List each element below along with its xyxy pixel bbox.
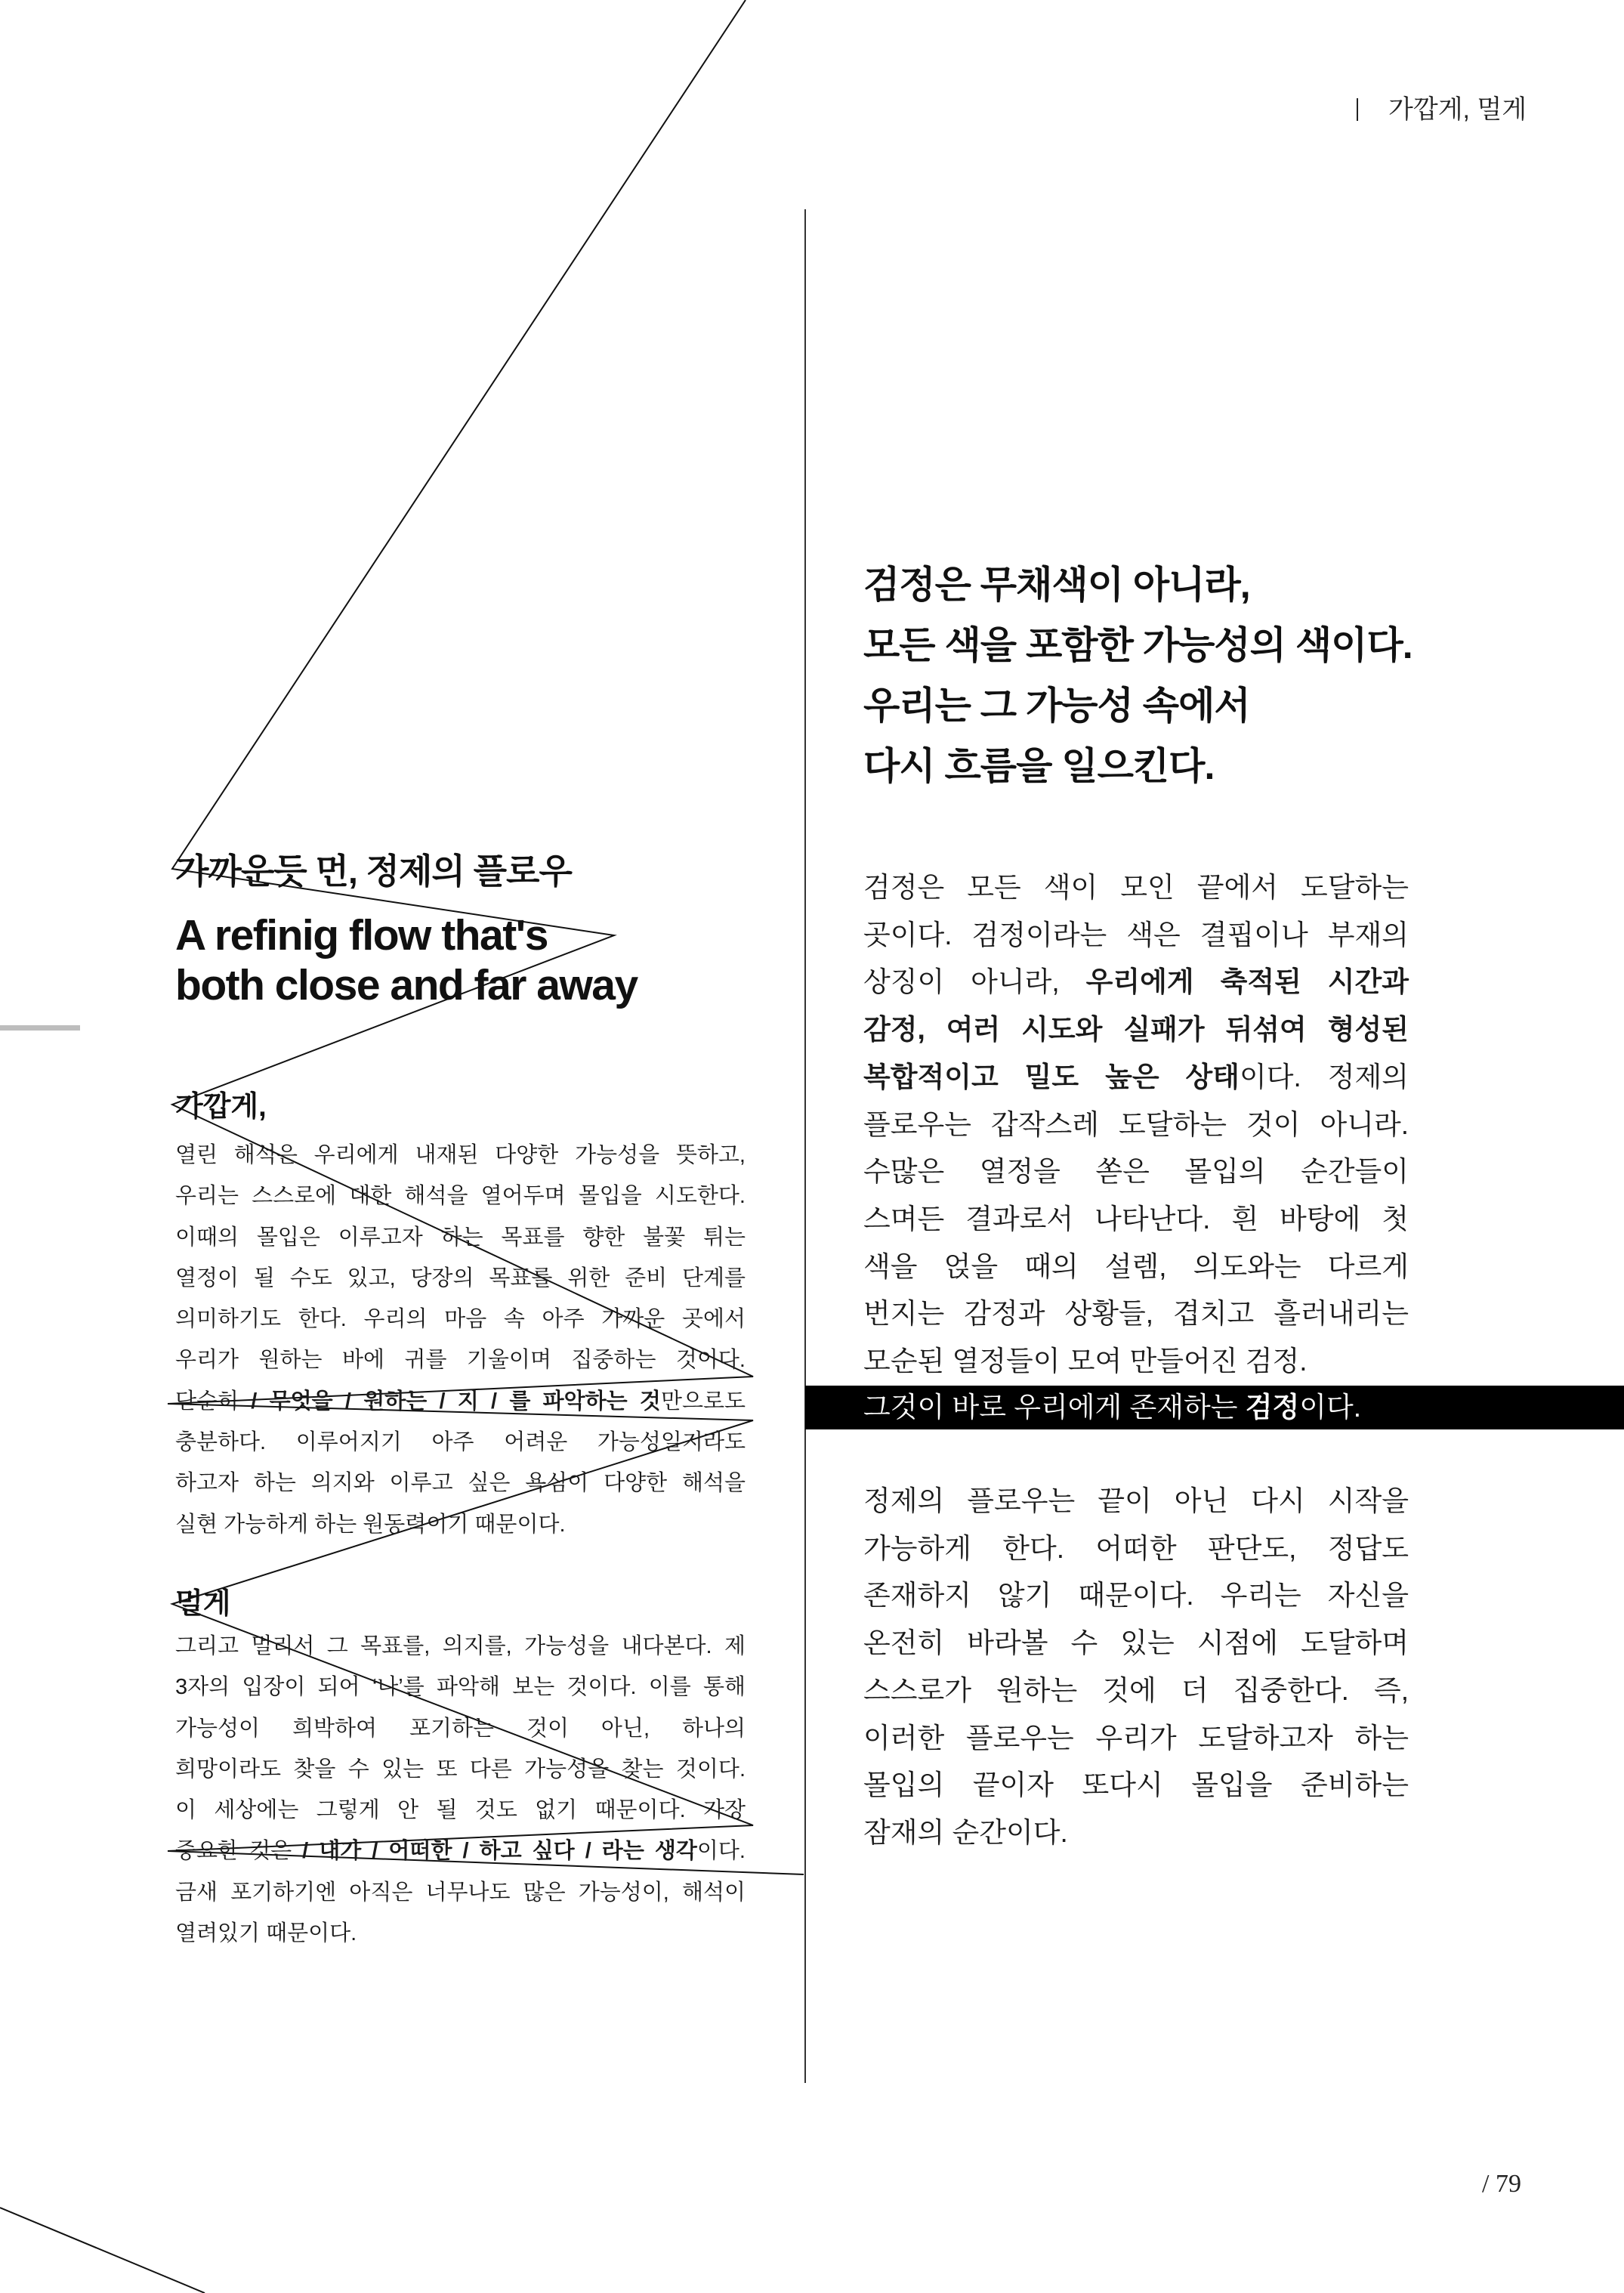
title-en-line: both close and far away — [175, 961, 638, 1009]
text-line: 하고자 하는 의지와 이루고 싶은 욕심이 다양한 해석을 — [175, 1471, 746, 1496]
text-line: 의미하기도 한다. 우리의 마음 속 아주 가까운 곳에서 — [175, 1307, 746, 1332]
article-title-english — [175, 910, 638, 1010]
page-number: / 79 — [1482, 2170, 1521, 2198]
running-header-text: 가깝게, 멀게 — [1388, 95, 1527, 124]
corner-diagonal-line — [0, 2208, 205, 2293]
text-segment: 만으로도 — [660, 1389, 746, 1414]
article-title-korean: 가까운듯 먼, 정제의 플로우 — [175, 851, 572, 891]
text-line: 희망이라도 찾을 수 있는 또 다른 가능성을 찾는 것이다. — [175, 1757, 746, 1782]
text-line: 몰입의 끝이자 또다시 몰입을 준비하는 — [863, 1769, 1409, 1801]
title-en-line: A refinig flow that's — [175, 911, 548, 960]
headline-line: 검정은 무채색이 아니라, — [863, 564, 1250, 606]
text-segment: 이다. — [1299, 1392, 1362, 1423]
text-line: 3자의 입장이 되어 ‘나’를 파악해 보는 것이다. 이를 통해 — [175, 1675, 746, 1700]
text-segment: 이다. — [696, 1839, 746, 1864]
text-line: 스스로가 원하는 것에 더 집중한다. 즉, — [863, 1674, 1409, 1706]
text-segment: 상징이 아니라, — [863, 966, 1086, 998]
headline-line: 모든 색을 포함한 가능성의 색이다. — [863, 624, 1413, 666]
highlight-bar — [805, 1386, 1624, 1429]
text-line: 모순된 열정들이 모여 만들어진 검정. — [863, 1346, 1308, 1377]
running-header — [1357, 91, 1527, 128]
headline-line: 다시 흐름을 일으킨다. — [863, 745, 1215, 787]
text-line: 가능성이 희박하여 포기하는 것이 아닌, 하나의 — [175, 1716, 746, 1741]
text-line: 이 세상에는 그렇게 안 될 것도 없기 때문이다. 가장 — [175, 1798, 746, 1823]
text-line: 금새 포기하기엔 아직은 너무나도 많은 가능성이, 해석이 — [175, 1880, 746, 1905]
section-heading-far: 멀게 — [175, 1588, 231, 1620]
text-line: 번지는 감정과 상황들, 겹치고 흘러내리는 — [863, 1298, 1409, 1330]
text-line: 색을 얹을 때의 설렘, 의도와는 다르게 — [863, 1250, 1409, 1282]
text-line: 정제의 플로우는 끝이 아닌 다시 시작을 — [863, 1485, 1409, 1516]
text-segment: 중요한 것은 — [175, 1839, 303, 1864]
bold-segment: / 무엇을 / 원하는 / 지 / 를 파악하는 것 — [251, 1389, 661, 1414]
text-line: 열려있기 때문이다. — [175, 1921, 357, 1946]
text-line: 검정은 모든 색이 모인 끝에서 도달하는 — [863, 872, 1409, 903]
text-line: 우리는 스스로에 대한 해석을 열어두며 몰입을 시도한다. — [175, 1184, 746, 1209]
text-line-emphasis — [175, 1831, 746, 1871]
text-line-emphasis — [863, 959, 1409, 1006]
text-line: 수많은 열정을 쏟은 몰입의 순간들이 — [863, 1156, 1409, 1188]
headline-line: 우리는 그 가능성 속에서 — [863, 685, 1250, 727]
text-line: 스며든 결과로서 나타난다. 흰 바탕에 첫 — [863, 1203, 1409, 1235]
text-segment: 이다. 정제의 — [1240, 1061, 1409, 1092]
text-line-emphasis — [863, 1006, 1409, 1054]
header-divider-bar — [1357, 98, 1358, 121]
text-line: 이러한 플로우는 우리가 도달하고자 하는 — [863, 1722, 1409, 1754]
bold-segment: 복합적이고 밀도 높은 상태 — [863, 1061, 1240, 1092]
far-paragraph — [175, 1626, 746, 1954]
text-line: 열린 해석은 우리에게 내재된 다양한 가능성을 뜻하고, — [175, 1143, 746, 1167]
text-line-emphasis — [863, 1054, 1409, 1102]
bold-segment: 우리에게 축적된 시간과 — [1085, 966, 1409, 998]
near-paragraph — [175, 1135, 746, 1545]
text-line: 이때의 몰입은 이루고자 하는 목표를 향한 불꽃 튀는 — [175, 1225, 746, 1250]
right-paragraph-2 — [863, 1478, 1409, 1857]
bold-segment: 검정 — [1245, 1392, 1300, 1423]
pull-quote-headline — [863, 555, 1413, 796]
text-line: 잠재의 순간이다. — [863, 1816, 1068, 1848]
highlight-text — [863, 1386, 1409, 1429]
right-paragraph-1 — [863, 864, 1409, 1386]
text-line: 실현 가능하게 하는 원동력이기 때문이다. — [175, 1512, 566, 1537]
section-heading-near: 가깝게, — [175, 1091, 267, 1123]
text-line: 가능하게 한다. 어떠한 판단도, 정답도 — [863, 1532, 1409, 1564]
text-line: 플로우는 갑작스레 도달하는 것이 아니라. — [863, 1108, 1409, 1140]
text-line: 충분하다. 이루어지기 아주 어려운 가능성일지라도 — [175, 1430, 746, 1455]
text-line: 곳이다. 검정이라는 색은 결핍이나 부재의 — [863, 919, 1409, 950]
text-line: 존재하지 않기 때문이다. 우리는 자신을 — [863, 1580, 1409, 1612]
text-line: 우리가 원하는 바에 귀를 기울이며 집중하는 것이다. — [175, 1348, 746, 1373]
text-segment: 그것이 바로 우리에게 존재하는 — [863, 1392, 1246, 1423]
text-line: 온전히 바라볼 수 있는 시점에 도달하며 — [863, 1627, 1409, 1659]
text-line-emphasis — [175, 1381, 746, 1422]
gray-accent-bar — [0, 1025, 80, 1031]
text-segment: 단순히 — [175, 1389, 252, 1414]
text-line: 열정이 될 수도 있고, 당장의 목표를 위한 준비 단계를 — [175, 1265, 746, 1290]
text-line: 그리고 멀리서 그 목표를, 의지를, 가능성을 내다본다. 제 — [175, 1634, 746, 1658]
column-divider — [804, 209, 806, 2083]
bold-segment: / 내가 / 어떠한 / 하고 싶다 / 라는 생각 — [302, 1839, 697, 1864]
bold-segment: 감정, 여러 시도와 실패가 뒤섞여 형성된 — [863, 1014, 1409, 1046]
